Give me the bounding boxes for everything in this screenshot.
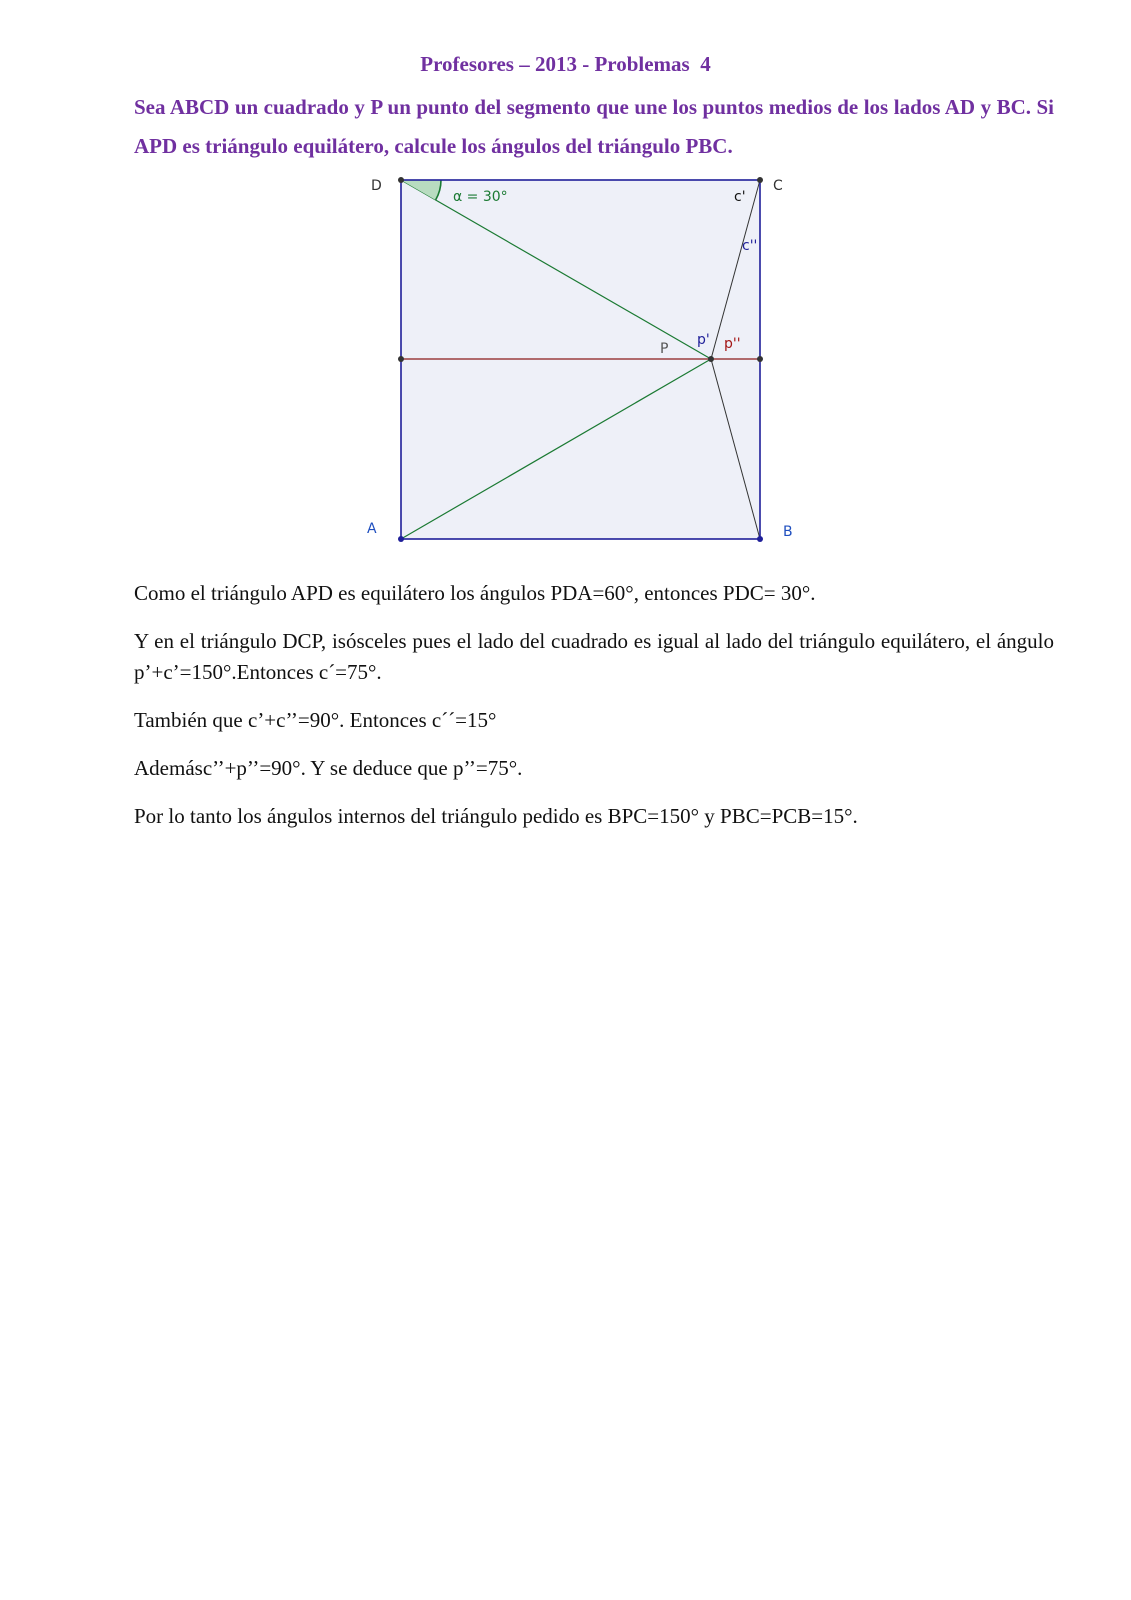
solution-paragraph: Y en el triángulo DCP, isósceles pues el lado del cuadrado es igual al lado del triángulo equilátero, el ángulo p’+c’=150°.Entonces c´=75°. <box>134 629 1054 684</box>
label-a: A <box>367 521 377 537</box>
solution-paragraph: Ademásc’’+p’’=90°. Y se deduce que p’’=75°. <box>134 756 523 780</box>
problem-statement: Sea ABCD un cuadrado y P un punto del segmento que une los puntos medios de los lados AD y BC. Si APD es triángulo equilátero, calcule los ángulos del triángulo PBC. <box>134 95 1054 158</box>
page-title: Profesores – 2013 - Problemas 4 <box>420 52 711 76</box>
geometry-diagram <box>360 170 820 565</box>
label-p-double-prime: p'' <box>724 336 741 352</box>
solution-paragraph: Como el triángulo APD es equilátero los ángulos PDA=60°, entonces PDC= 30°. <box>134 581 816 605</box>
label-b: B <box>783 524 793 540</box>
point-c <box>757 177 763 183</box>
label-c-double-prime: c'' <box>742 238 758 254</box>
solution-text <box>134 578 1054 849</box>
label-c: C <box>773 178 783 194</box>
label-c-prime: c' <box>734 189 746 205</box>
point-midpoint-ad <box>398 356 404 362</box>
solution-paragraph: Por lo tanto los ángulos internos del triángulo pedido es BPC=150° y PBC=PCB=15°. <box>134 804 858 828</box>
label-p-prime: p' <box>697 332 710 348</box>
point-d <box>398 177 404 183</box>
label-d: D <box>371 178 382 194</box>
solution-paragraph: También que c’+c’’=90°. Entonces c´´=15° <box>134 708 497 732</box>
geometry-figure <box>360 170 820 565</box>
label-alpha: α = 30° <box>453 189 508 205</box>
point-b <box>757 536 763 542</box>
point-midpoint-bc <box>757 356 763 362</box>
label-p: P <box>660 341 669 357</box>
point-a <box>398 536 404 542</box>
point-p <box>708 356 714 362</box>
